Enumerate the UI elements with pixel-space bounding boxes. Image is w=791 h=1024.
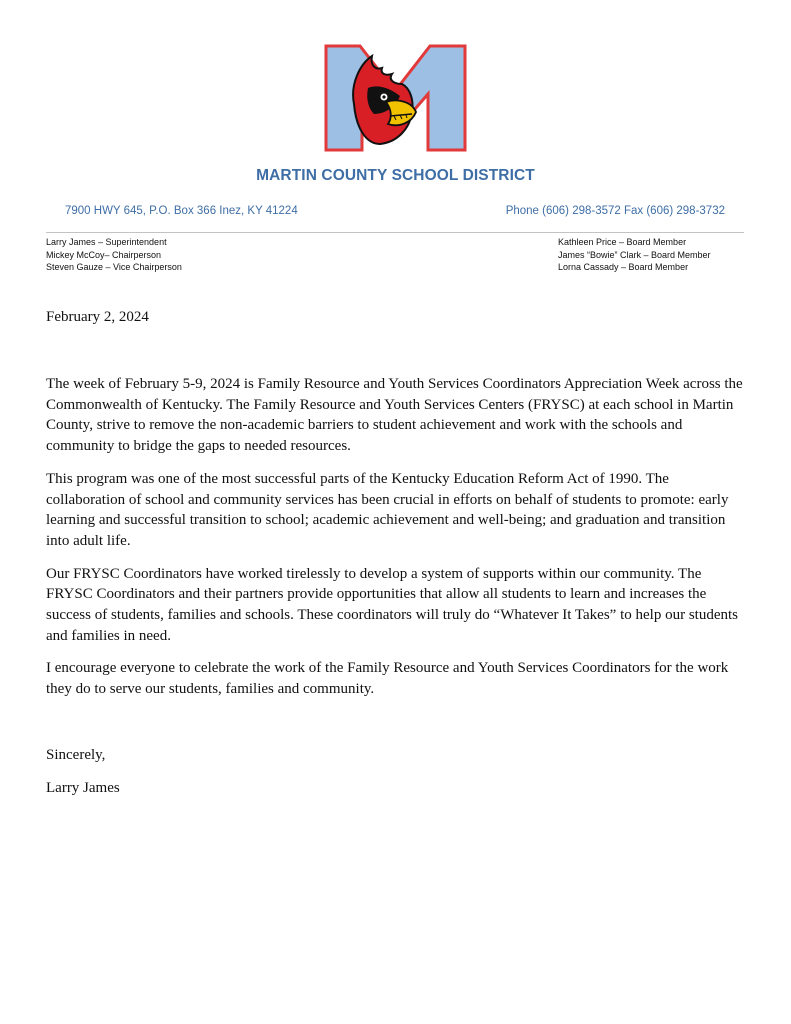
header-divider [46,232,744,233]
official-board-member: Kathleen Price – Board Member [558,237,687,247]
official-board-member: Lorna Cassady – Board Member [558,262,689,273]
official-vice-chairperson: Steven Gauze – Vice Chairperson [46,262,182,273]
letter-closing: Sincerely, [46,747,106,763]
official-board-member: James “Bowie” Clark – Board Member [558,249,711,260]
official-superintendent: Larry James – Superintendent [46,237,167,247]
district-phone-fax: Phone (606) 298-3572 Fax (606) 298-3732 [505,205,725,217]
letter-paragraph: I encourage everyone to celebrate the work of the Family Resource and Youth Services Coordinators for the work they do to serve our students, families and community. [46,660,729,698]
cardinal-icon [353,56,416,144]
officials-left [46,236,182,274]
letter-paragraph: This program was one of the most successful parts of the Kentucky Education Reform Act of 1990. The collaboration of school and community services has been crucial in efforts on behalf of students to promote: early learning and successful transition to school; academic achievement and well-being; and graduation and transition into adult life. [46,470,729,549]
district-name: MARTIN COUNTY SCHOOL DISTRICT [256,167,535,184]
letter-body [46,374,746,712]
m-cardinal-logo [324,44,467,152]
official-chairperson: Mickey McCoy– Chairperson [46,249,162,260]
district-logo [324,44,467,152]
officials-right [558,236,711,274]
letter-date: February 2, 2024 [46,309,149,325]
letter-paragraph: The week of February 5-9, 2024 is Family Resource and Youth Services Coordinators Appreciation Week across the Commonwealth of Kentucky. The Family Resource and Youth Services Centers (FRYSC) at each school in Martin County, strive to remove the non-academic barriers to student achievement and work with the schools and community to bridge the gaps to needed resources. [46,376,743,455]
letter-signer: Larry James [46,780,120,796]
letter-paragraph: Our FRYSC Coordinators have worked tirelessly to develop a system of supports within our community. The FRYSC Coordinators and their partners provide opportunities that allow all students to learn and increases the success of students, families and schools. These coordinators will truly do “Whatever It Takes” to help our students and families in need. [46,565,738,644]
district-address: 7900 HWY 645, P.O. Box 366 Inez, KY 41224 [65,205,298,217]
